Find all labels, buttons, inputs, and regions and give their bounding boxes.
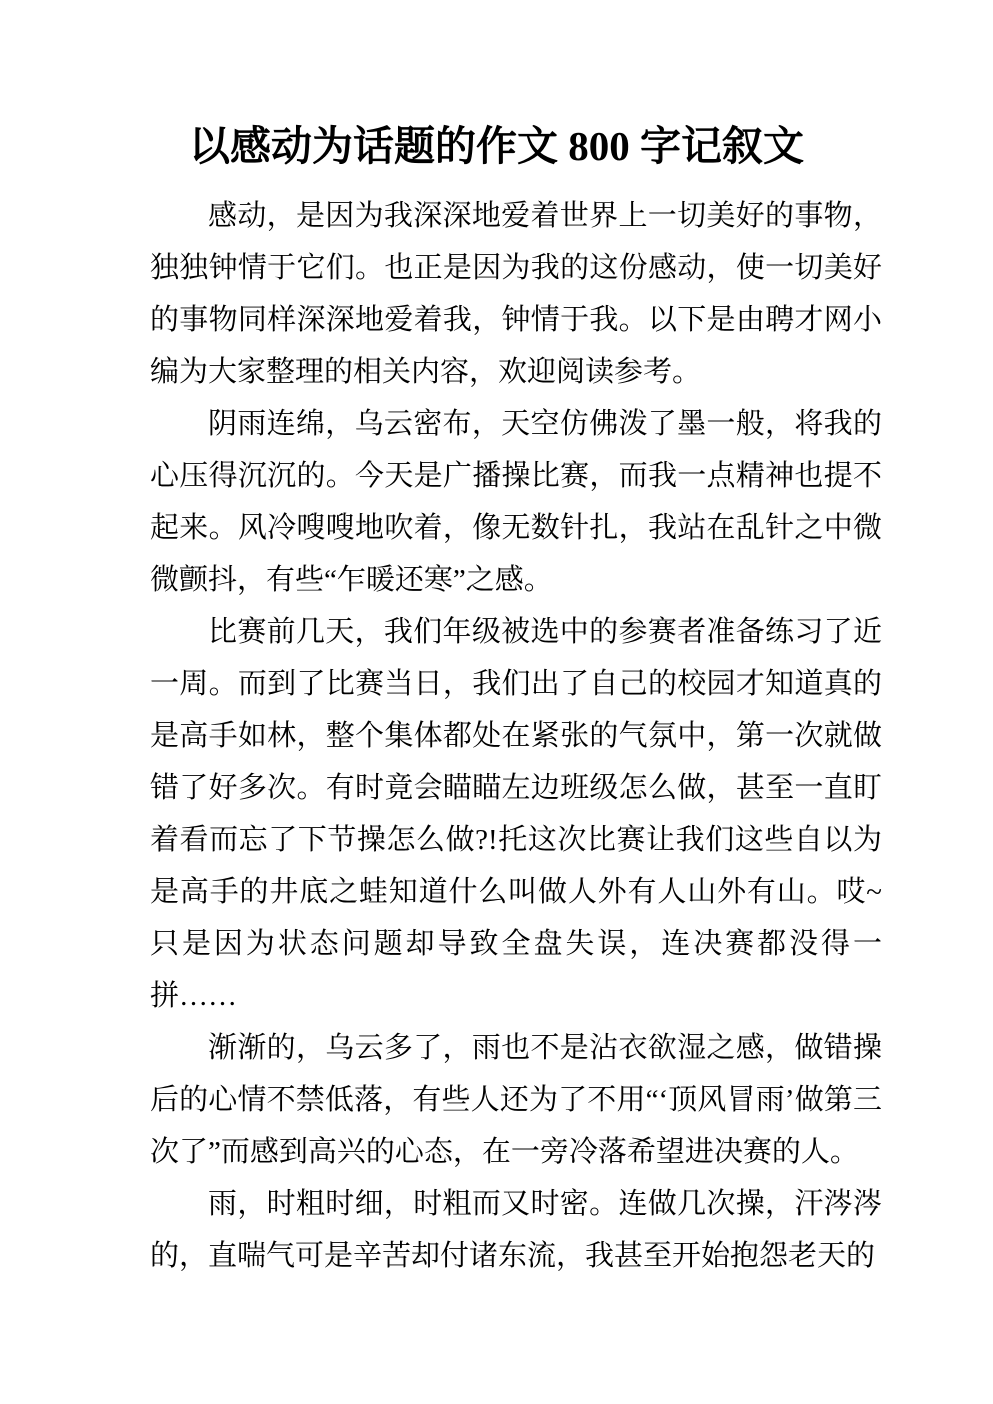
essay-body <box>150 190 882 1282</box>
paragraph-intro: 感动，是因为我深深地爱着世界上一切美好的事物，独独钟情于它们。也正是因为我的这份感动，使一切美好的事物同样深深地爱着我，钟情于我。以下是由聘才网小编为大家整理的相关内容，欢迎阅读参考。 <box>150 200 882 388</box>
paragraph-rain-partial: 雨，时粗时细，时粗而又时密。连做几次操，汗涔涔的，直喘气可是辛苦却付诸东流，我甚至开始抱怨老天的 <box>150 1188 882 1272</box>
paragraph-clouds-gather: 渐渐的，乌云多了，雨也不是沾衣欲湿之感，做错操后的心情不禁低落，有些人还为了不用“‘顶风冒雨’做第三次了”而感到高兴的心态，在一旁冷落希望进决赛的人。 <box>150 1032 882 1168</box>
paragraph-rainy-morning: 阴雨连绵，乌云密布，天空仿佛泼了墨一般，将我的心压得沉沉的。今天是广播操比赛，而我一点精神也提不起来。风冷嗖嗖地吹着，像无数针扎，我站在乱针之中微微颤抖，有些“乍暖还寒”之感。 <box>150 408 882 596</box>
page-title: 以感动为话题的作文 800 字记叙文 <box>189 123 804 169</box>
paragraph-competition: 比赛前几天，我们年级被选中的参赛者准备练习了近一周。而到了比赛当日，我们出了自己的校园才知道真的是高手如林，整个集体都处在紧张的气氛中，第一次就做错了好多次。有时竟会瞄瞄左边班级怎么做，甚至一直盯着看而忘了下节操怎么做?!托这次比赛让我们这些自以为是高手的井底之蛙知道什么叫做人外有人山外有山。哎~只是因为状态问题却导致全盘失误，连决赛都没得一拼…… <box>150 616 882 1012</box>
